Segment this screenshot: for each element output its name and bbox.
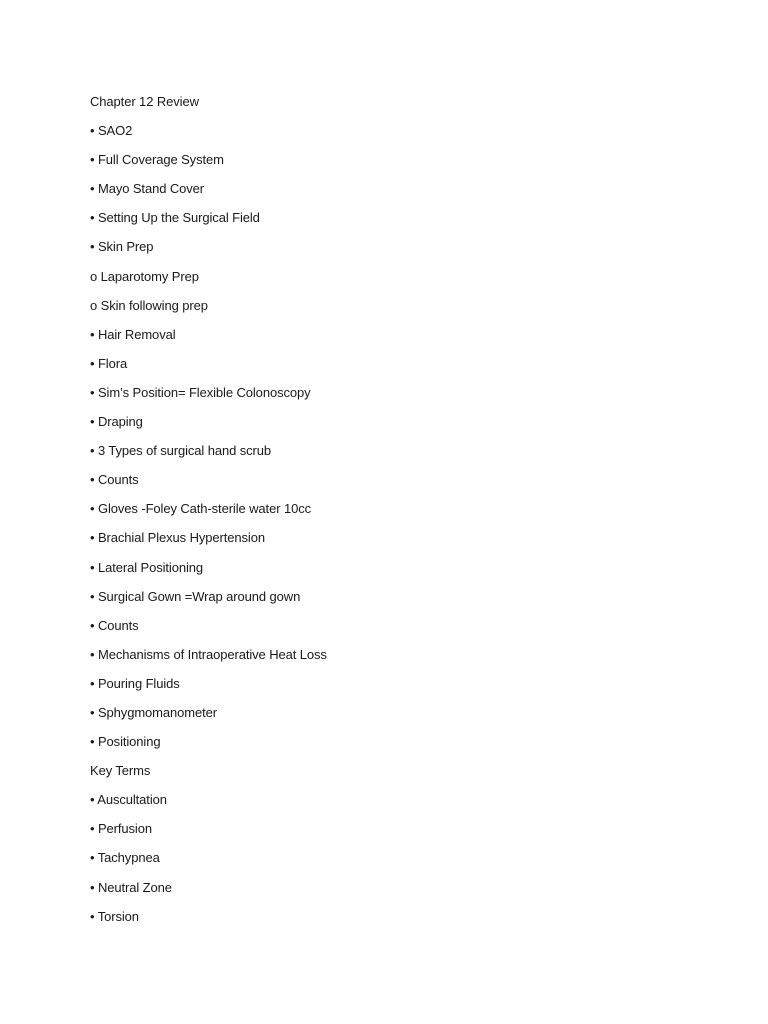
list-item: • Brachial Plexus Hypertension (90, 530, 265, 546)
list-item: • Gloves -Foley Cath-sterile water 10cc (90, 501, 312, 517)
list-item: • Mayo Stand Cover (90, 181, 205, 197)
list-item: • Auscultation (90, 792, 167, 808)
sub-list-item: o Skin following prep (90, 297, 208, 313)
list-item: • Lateral Positioning (90, 559, 204, 575)
document-body (90, 92, 710, 936)
list-item: • Setting Up the Surgical Field (90, 210, 260, 226)
list-item: • Sphygmomanometer (90, 704, 218, 720)
list-item: • Pouring Fluids (90, 675, 180, 691)
list-item: • Mechanisms of Intraoperative Heat Loss (90, 646, 327, 662)
list-item: • Full Coverage System (90, 152, 224, 168)
list-item: • Neutral Zone (90, 879, 172, 895)
list-item: • Draping (90, 414, 143, 430)
list-item: • Tachypnea (90, 850, 160, 866)
list-item: • Torsion (90, 908, 139, 924)
list-item: • Surgical Gown =Wrap around gown (90, 588, 301, 604)
list-item: • SAO2 (90, 123, 133, 139)
list-item: • Sim’s Position= Flexible Colonoscopy (90, 384, 311, 400)
list-item: • Perfusion (90, 821, 152, 837)
list-item: • Skin Prep (90, 239, 154, 255)
list-item: • Flora (90, 355, 128, 371)
section-heading: Key Terms (90, 763, 151, 779)
list-item: • Positioning (90, 734, 161, 750)
list-item: • 3 Types of surgical hand scrub (90, 443, 272, 459)
list-item: • Hair Removal (90, 326, 176, 342)
list-item: • Counts (90, 472, 139, 488)
sub-list-item: o Laparotomy Prep (90, 268, 199, 284)
list-item: • Counts (90, 617, 139, 633)
chapter-heading: Chapter 12 Review (90, 94, 199, 109)
